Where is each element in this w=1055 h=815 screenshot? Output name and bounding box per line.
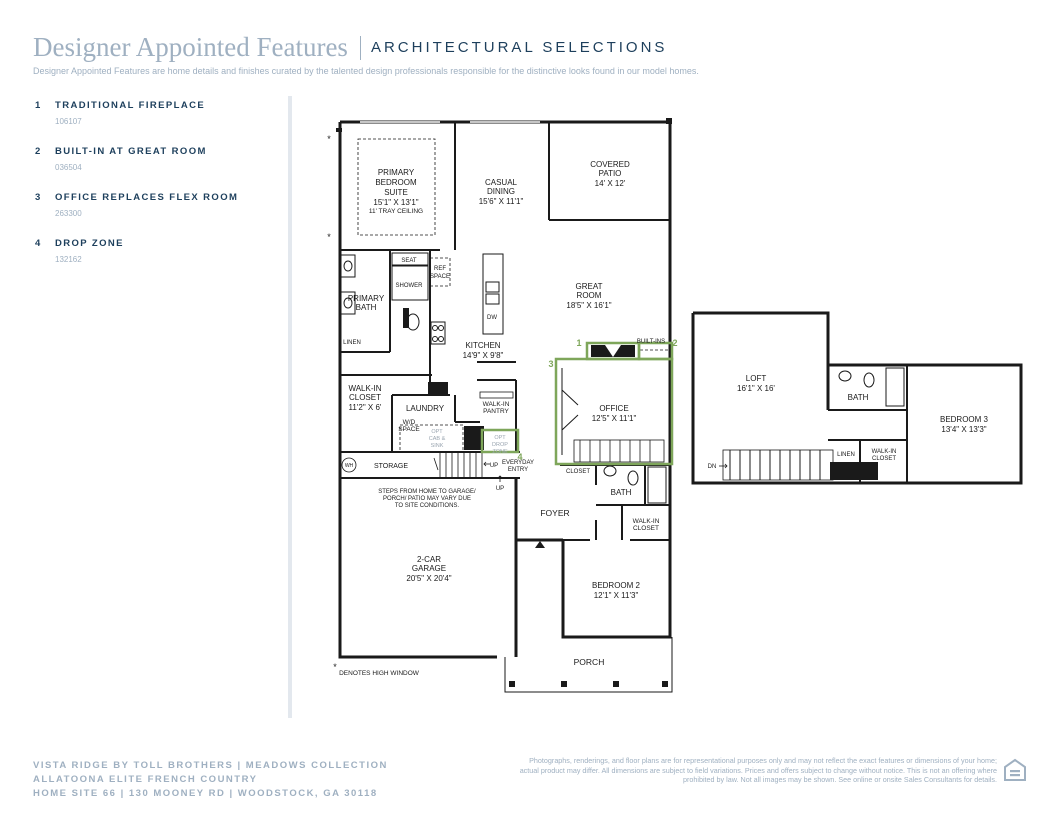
room-bath: BATH (610, 488, 632, 497)
room-kitchen-dim: 14'9" X 9'8" (462, 351, 504, 360)
option-number: 1 (35, 100, 42, 111)
room-primary-suite-line2: BEDROOM (375, 178, 417, 187)
room-walkin-closet-dim: 11'2" X 6' (348, 403, 382, 412)
callout-3: 3 (548, 359, 554, 369)
label-closet: CLOSET (565, 469, 591, 475)
room-walkin-closet-line2: CLOSET (348, 393, 382, 402)
room-office-dim: 12'5" X 11'1" (591, 414, 637, 423)
room-kitchen: KITCHEN (465, 341, 501, 350)
high-window-star-2: * (327, 232, 331, 242)
label-builtins: BUILT-INS (636, 339, 666, 345)
room-storage: STORAGE (373, 463, 409, 470)
room-bath-upper: BATH (847, 393, 869, 402)
label-ref-space-line1: REF (434, 266, 446, 272)
label-shower: SHOWER (395, 283, 423, 289)
steps-note-line3: TO SITE CONDITIONS. (394, 503, 460, 509)
footer-address: HOME SITE 66 | 130 MOONEY RD | WOODSTOCK, GA 30118 (33, 788, 378, 799)
callout-4: 4 (517, 452, 523, 462)
label-seat: SEAT (401, 258, 417, 264)
foyer-stairs (574, 440, 664, 462)
page-subtitle: ARCHITECTURAL SELECTIONS (370, 39, 668, 56)
page-title: Designer Appointed Features (33, 32, 348, 62)
option-number: 4 (35, 238, 42, 249)
room-casual-dining-dim: 15'6" X 11'1" (478, 197, 524, 206)
room-office: OFFICE (599, 404, 629, 413)
label-up-entry: UP (495, 486, 505, 492)
label-opt-drop-line2: DROP (492, 442, 508, 448)
steps-note-line1: STEPS FROM HOME TO GARAGE/ (378, 489, 476, 495)
option-label: OFFICE REPLACES FLEX ROOM (55, 192, 239, 203)
callout-2: 2 (672, 338, 678, 348)
label-dn: DN (707, 464, 717, 470)
option-label: TRADITIONAL FIREPLACE (55, 100, 206, 111)
room-primary-suite-line3: SUITE (384, 188, 408, 197)
option-number: 2 (35, 146, 42, 157)
option-label: BUILT-IN AT GREAT ROOM (55, 146, 207, 157)
room-walkin-pantry-line2: PANTRY (483, 408, 509, 415)
room-bedroom3-dim: 13'4" X 13'3" (941, 425, 987, 434)
label-opt-cab-line1: OPT (431, 429, 443, 435)
label-everyday-entry-line2: ENTRY (507, 467, 529, 473)
label-wd-space-line1: W/D (402, 419, 416, 426)
room-laundry: LAUNDRY (405, 404, 445, 413)
room-garage-line2: GARAGE (411, 564, 447, 573)
room-walkin-closet-2-line2: CLOSET (632, 525, 660, 532)
footer-community: VISTA RIDGE BY TOLL BROTHERS | MEADOWS COLLECTION (33, 760, 388, 771)
room-primary-suite-dim: 15'1" X 13'1" (373, 198, 419, 207)
room-casual-dining-line1: CASUAL (484, 178, 518, 187)
option-label: DROP ZONE (55, 238, 124, 249)
bath-fixtures (341, 253, 428, 330)
room-primary-suite-line1: PRIMARY (377, 168, 415, 177)
label-linen-upper: LINEN (837, 452, 855, 458)
room-primary-bath-line1: PRIMARY (347, 294, 385, 303)
room-porch: PORCH (573, 657, 605, 667)
room-walkin-closet-line1: WALK-IN (348, 384, 382, 393)
page-description: Designer Appointed Features are home details and finishes curated by the talented design professionals responsible for the distinctive looks found in our model homes. (33, 66, 699, 76)
option-code: 263300 (55, 209, 82, 218)
room-loft-dim: 16'1" X 16' (737, 384, 775, 393)
room-bedroom2: BEDROOM 2 (591, 581, 641, 590)
room-primary-suite-ceiling: 11' TRAY CEILING (368, 208, 424, 215)
garage-stairs (342, 452, 482, 478)
room-loft: LOFT (745, 374, 767, 383)
label-wh: WH (344, 463, 354, 469)
room-covered-patio-line1: COVERED (590, 160, 630, 169)
footer-model: ALLATOONA ELITE FRENCH COUNTRY (33, 774, 258, 785)
room-foyer: FOYER (540, 508, 570, 518)
steps-note-line2: PORCH/ PATIO MAY VARY DUE (383, 496, 471, 502)
label-walkin-closet-upper-line2: CLOSET (871, 456, 897, 462)
label-walkin-closet-upper-line1: WALK-IN (871, 449, 897, 455)
label-everyday-entry-line1: EVERYDAY (501, 460, 535, 466)
label-dw: DW (487, 315, 497, 321)
room-garage-line1: 2-CAR (416, 555, 442, 564)
room-walkin-pantry-line1: WALK-IN (482, 401, 510, 408)
label-opt-drop-line3: ZONE (492, 449, 508, 455)
room-bedroom2-dim: 12'1" X 11'3" (593, 591, 639, 600)
label-opt-cab-line3: SINK (430, 443, 444, 449)
room-garage-dim: 20'5" X 20'4" (406, 574, 452, 583)
room-primary-bath-line2: BATH (355, 303, 377, 312)
room-great-room-dim: 18'5" X 16'1" (566, 301, 612, 310)
label-wd-space-line2: SPACE (398, 426, 420, 433)
room-covered-patio-line2: PATIO (598, 169, 622, 178)
room-great-room-line1: GREAT (575, 282, 603, 291)
callout-1: 1 (576, 338, 582, 348)
option-code: 036504 (55, 163, 82, 172)
label-ref-space-line2: SPACE (430, 274, 450, 280)
option-code: 106107 (55, 117, 82, 126)
option-code: 132162 (55, 255, 82, 264)
label-opt-cab-line2: CAB & (428, 436, 446, 442)
equal-housing-icon (1003, 758, 1027, 782)
bath2-fixtures (604, 466, 666, 503)
office-doors (562, 368, 578, 455)
room-walkin-closet-2-line1: WALK-IN (632, 518, 660, 525)
label-opt-drop-line1: OPT (494, 435, 506, 441)
high-window-note: DENOTES HIGH WINDOW (339, 670, 419, 677)
high-window-star-1: * (327, 134, 331, 144)
room-casual-dining-line2: DINING (487, 187, 515, 196)
high-window-star-legend: * (333, 662, 337, 672)
label-linen: LINEN (343, 340, 361, 346)
room-great-room-line2: ROOM (576, 291, 602, 300)
room-bedroom3: BEDROOM 3 (939, 415, 989, 424)
room-covered-patio-dim: 14' X 12' (594, 179, 626, 188)
option-number: 3 (35, 192, 42, 203)
label-up-stairs: UP (489, 463, 499, 469)
windows (336, 118, 672, 132)
footer-disclaimer: Photographs, renderings, and floor plans are for representational purposes only and may not reflect the exact features or dimensions of your home; actual product may differ. All dimensions are subject to field variations. Prices and offers subject to change without notice. This is not an offering where prohibited by law. Not all images may be shown. See online or onsite Sales Consultants for details. (519, 756, 997, 785)
